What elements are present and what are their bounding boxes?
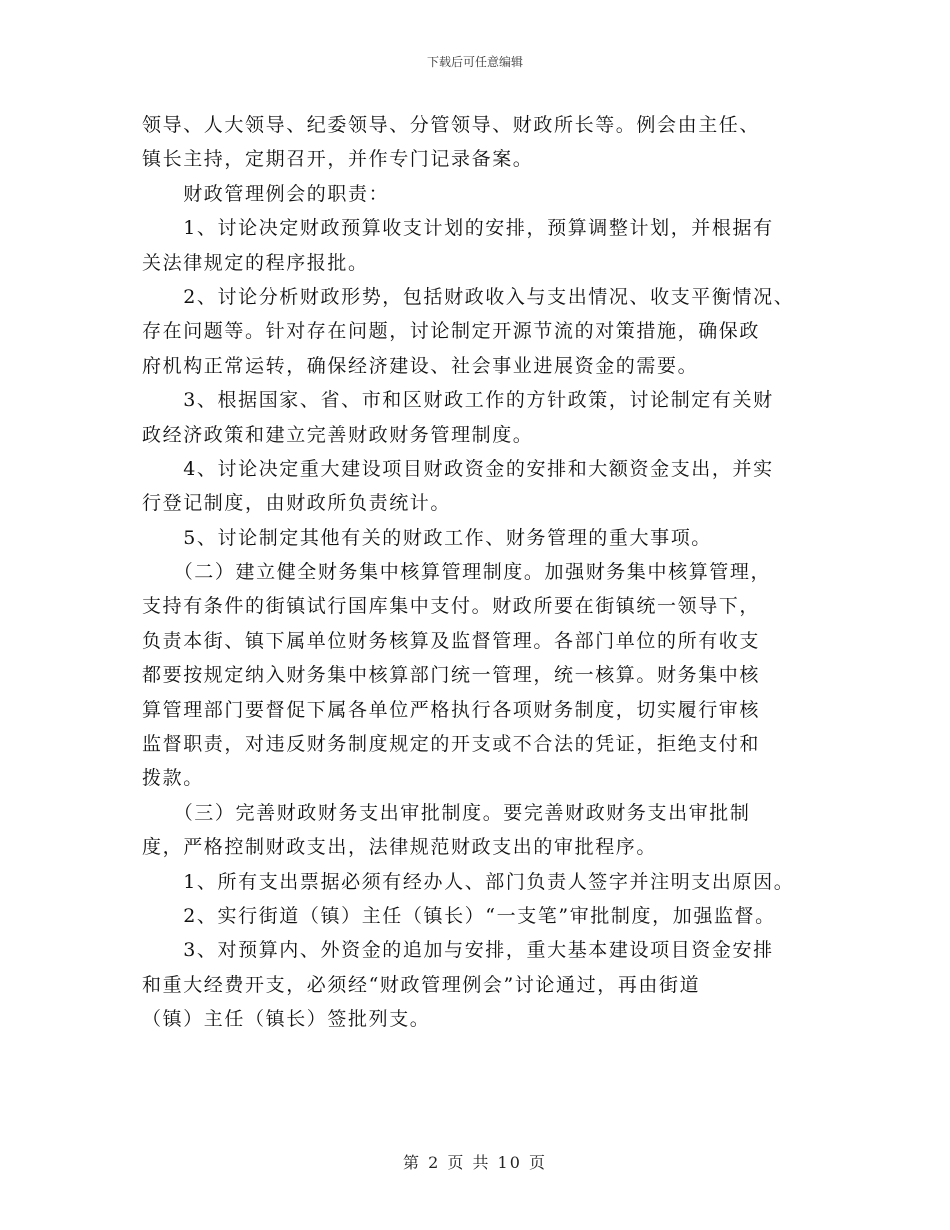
page-header: 下载后可任意编辑	[426, 55, 523, 69]
text-line: 财政管理例会的职责：	[142, 182, 390, 205]
text-line: 4、讨论决定重大建设项目财政资金的安排和大额资金支出，并实	[142, 457, 774, 480]
text-line: 2、讨论分析财政形势，包括财政收入与支出情况、收支平衡情况、	[142, 285, 795, 308]
text-line: 度，严格控制财政支出，法律规范财政支出的审批程序。	[142, 836, 658, 859]
text-line: 支持有条件的街镇试行国库集中支付。财政所要在街镇统一领导下，	[142, 595, 761, 618]
text-line: 负责本街、镇下属单位财务核算及监督管理。各部门单位的所有收支	[142, 629, 761, 652]
text-line: 5、讨论制定其他有关的财政工作、财务管理的重大事项。	[142, 526, 712, 549]
text-line: 关法律规定的程序报批。	[142, 251, 369, 274]
text-line: 和重大经费开支，必须经“财政管理例会”讨论通过，再由街道	[142, 973, 701, 996]
text-line: 3、对预算内、外资金的追加与安排，重大基本建设项目资金安排	[142, 939, 774, 962]
text-line: 3、根据国家、省、市和区财政工作的方针政策，讨论制定有关财	[142, 389, 774, 412]
text-line: （二）建立健全财务集中核算管理制度。加强财务集中核算管理，	[142, 561, 772, 584]
text-line: 监督职责，对违反财务制度规定的开支或不合法的凭证，拒绝支付和	[142, 733, 761, 756]
text-line: 行登记制度，由财政所负责统计。	[142, 492, 452, 515]
text-line: 存在问题等。针对存在问题，讨论制定开源节流的对策措施，确保政	[142, 320, 761, 343]
text-line: 都要按规定纳入财务集中核算部门统一管理，统一核算。财务集中核	[142, 664, 761, 687]
page-number-footer: 第 2 页 共 10 页	[403, 1153, 547, 1172]
text-line: （镇）主任（镇长）签批列支。	[142, 1008, 431, 1031]
text-line: 政经济政策和建立完善财政财务管理制度。	[142, 423, 534, 446]
text-line: 1、讨论决定财政预算收支计划的安排，预算调整计划，并根据有	[142, 217, 774, 240]
text-line: 算管理部门要督促下属各单位严格执行各项财务制度，切实履行审核	[142, 698, 761, 721]
document-body	[142, 108, 832, 1037]
text-line: 2、实行街道（镇）主任（镇长）“一支笔”审批制度，加强监督。	[142, 904, 776, 927]
text-line: 1、所有支出票据必须有经办人、部门负责人签字并注明支出原因。	[142, 870, 795, 893]
text-line: 镇长主持，定期召开，并作专门记录备案。	[142, 148, 534, 171]
text-line: （三）完善财政财务支出审批制度。要完善财政财务支出审批制	[142, 801, 751, 824]
text-line: 拨款。	[142, 767, 204, 790]
text-line: 府机构正常运转，确保经济建设、社会事业进展资金的需要。	[142, 354, 699, 377]
text-line: 领导、人大领导、纪委领导、分管领导、财政所长等。例会由主任、	[142, 114, 761, 136]
